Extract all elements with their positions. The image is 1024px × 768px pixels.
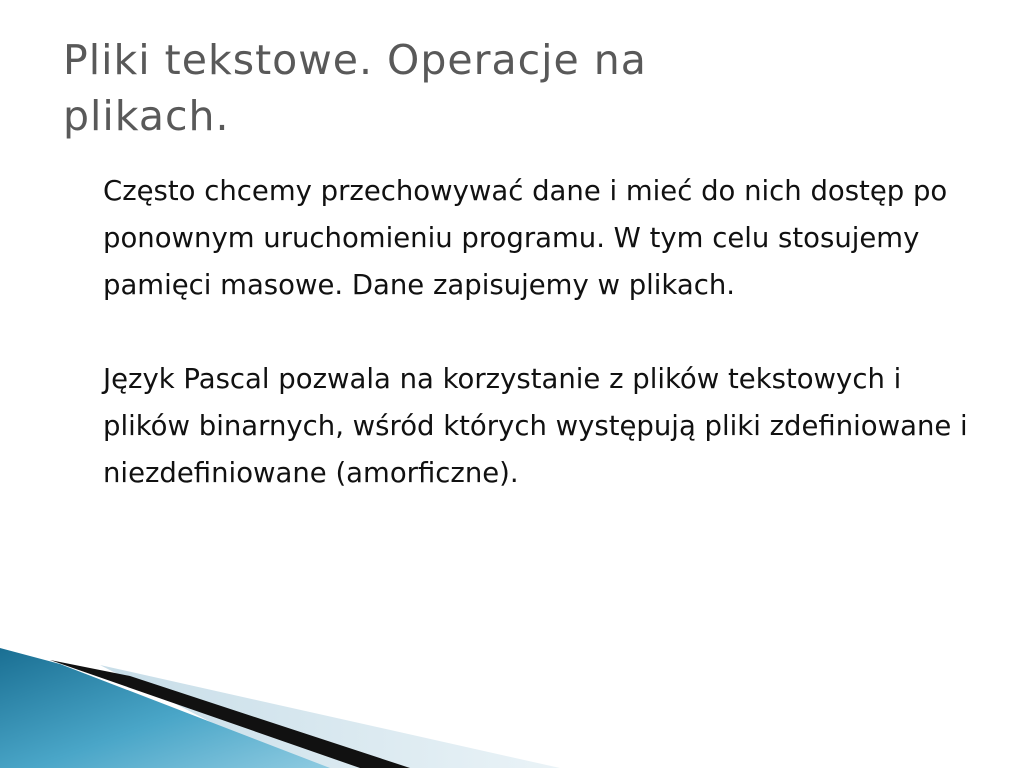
slide-body — [103, 168, 983, 497]
slide-title: Pliki tekstowe. Operacje na plikach. — [63, 36, 647, 140]
paragraph-1: Często chcemy przechowywać dane i mieć do nich dostęp po ponownym uruchomieniu programu. W tym celu stosujemy pamięci masowe. Dane zapisujemy w plikach. — [103, 175, 948, 301]
paragraph-2: Język Pascal pozwala na korzystanie z plików tekstowych i plików binarnych, wśród których występują pliki zdefiniowane i niezdefiniowane (amorficzne). — [103, 363, 968, 489]
